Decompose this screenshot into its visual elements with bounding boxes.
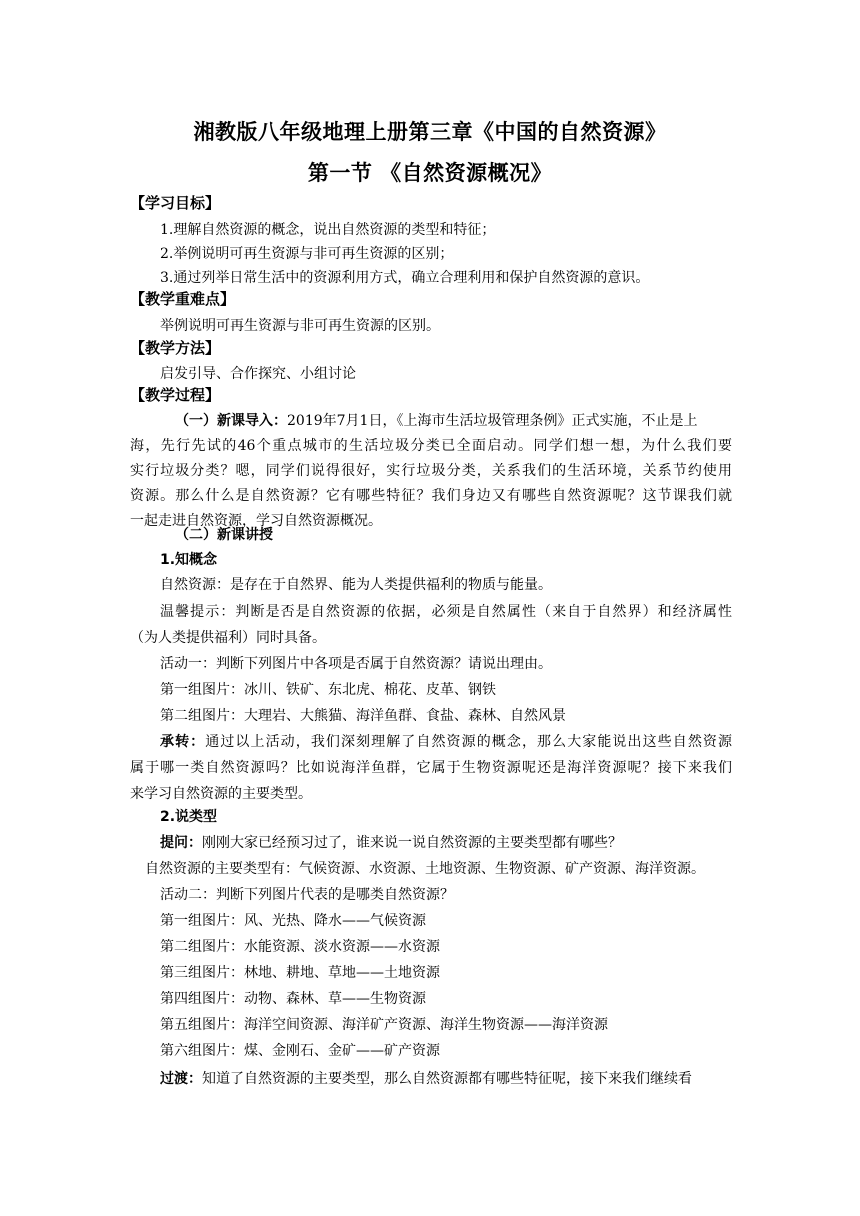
objective-item: 2.举例说明可再生资源与非可再生资源的区别； <box>160 246 454 262</box>
types-heading: 2.说类型 <box>160 809 218 825</box>
types-text: 自然资源的主要类型有：气候资源、水资源、土地资源、生物资源、矿产资源、海洋资源。 <box>145 861 705 877</box>
activity-group: 第四组图片：动物、森林、草——生物资源 <box>160 991 426 1007</box>
activity-two: 活动二：判断下列图片代表的是哪类自然资源？ <box>160 887 454 903</box>
question-text: 刚刚大家已经预习过了，谁来说一说自然资源的主要类型都有哪些？ <box>202 835 622 851</box>
activity-group: 第五组图片：海洋空间资源、海洋矿产资源、海洋生物资源——海洋资源 <box>160 1017 608 1033</box>
intro-label: （一）新课导入： <box>175 413 287 429</box>
methods-heading: 【教学方法】 <box>130 339 221 357</box>
intro-paragraph-line <box>175 412 697 430</box>
key-points-heading: 【教学重难点】 <box>130 290 236 308</box>
activity-group: 第二组图片：水能资源、淡水资源——水资源 <box>160 939 440 955</box>
methods-text: 启发引导、合作探究、小组讨论 <box>160 366 356 382</box>
objective-item: 3.通过列举日常生活中的资源利用方式，确立合理利用和保护自然资源的意识。 <box>160 270 650 286</box>
intro-paragraph-line: 一起走进自然资源，学习自然资源概况。 <box>130 513 382 529</box>
question-label: 提问： <box>160 835 202 851</box>
tip-line: 温馨提示：判断是否是自然资源的依据，必须是自然属性（来自于自然界）和经济属性 <box>160 604 732 620</box>
activity-group: 第一组图片：风、光热、降水——气候资源 <box>160 913 426 929</box>
document-title: 湘教版八年级地理上册第三章《中国的自然资源》 <box>193 120 667 144</box>
intro-paragraph-line: 海，先行先试的46个重点城市的生活垃圾分类已全面启动。同学们想一想，为什么我们要 <box>130 438 732 454</box>
activity-group: 第三组图片：林地、耕地、草地——土地资源 <box>160 965 440 981</box>
transition-label: 承转： <box>160 734 206 750</box>
activity-group: 第六组图片：煤、金刚石、金矿——矿产资源 <box>160 1043 440 1059</box>
transition-paragraph-line: 来学习自然资源的主要类型。 <box>130 786 312 802</box>
concept-heading: 1.知概念 <box>160 552 218 568</box>
objectives-heading: 【学习目标】 <box>130 194 221 212</box>
process-heading: 【教学过程】 <box>130 386 221 404</box>
question-line <box>160 834 622 852</box>
intro-paragraph-line: 实行垃圾分类？嗯，同学们说得很好，实行垃圾分类，关系我们的生活环境，关系节约使用 <box>130 463 732 479</box>
activity-group: 第二组图片：大理岩、大熊猫、海洋鱼群、食盐、森林、自然风景 <box>160 708 566 724</box>
transition-two-line <box>160 1070 692 1088</box>
transition-two-text: 知道了自然资源的主要类型，那么自然资源都有哪些特征呢，接下来我们继续看 <box>202 1071 692 1087</box>
transition-text: 通过以上活动，我们深刻理解了自然资源的概念，那么大家能说出这些自然资源 <box>205 734 733 750</box>
concept-definition: 自然资源：是存在于自然界、能为人类提供福利的物质与能量。 <box>160 577 552 593</box>
tip-line: （为人类提供福利）同时具备。 <box>130 630 326 646</box>
activity-group: 第一组图片：冰川、铁矿、东北虎、棉花、皮革、钢铁 <box>160 682 496 698</box>
intro-text: 2019年7月1日，《上海市生活垃圾管理条例》正式实施，不止是上 <box>287 413 698 429</box>
section-two-heading: （二）新课讲授 <box>175 527 273 543</box>
transition-two-label: 过渡： <box>160 1071 202 1087</box>
document-subtitle: 第一节 《自然资源概况》 <box>307 161 553 185</box>
activity-one: 活动一：判断下列图片中各项是否属于自然资源？请说出理由。 <box>160 656 552 672</box>
transition-paragraph-line <box>160 733 732 751</box>
transition-paragraph-line: 属于哪一类自然资源吗？比如说海洋鱼群，它属于生物资源呢还是海洋资源呢？接下来我们 <box>130 760 732 776</box>
key-points-text: 举例说明可再生资源与非可再生资源的区别。 <box>160 318 440 334</box>
objective-item: 1.理解自然资源的概念，说出自然资源的类型和特征； <box>160 222 496 238</box>
intro-paragraph-line: 资源。那么什么是自然资源？它有哪些特征？我们身边又有哪些自然资源呢？这节课我们就 <box>130 488 732 504</box>
